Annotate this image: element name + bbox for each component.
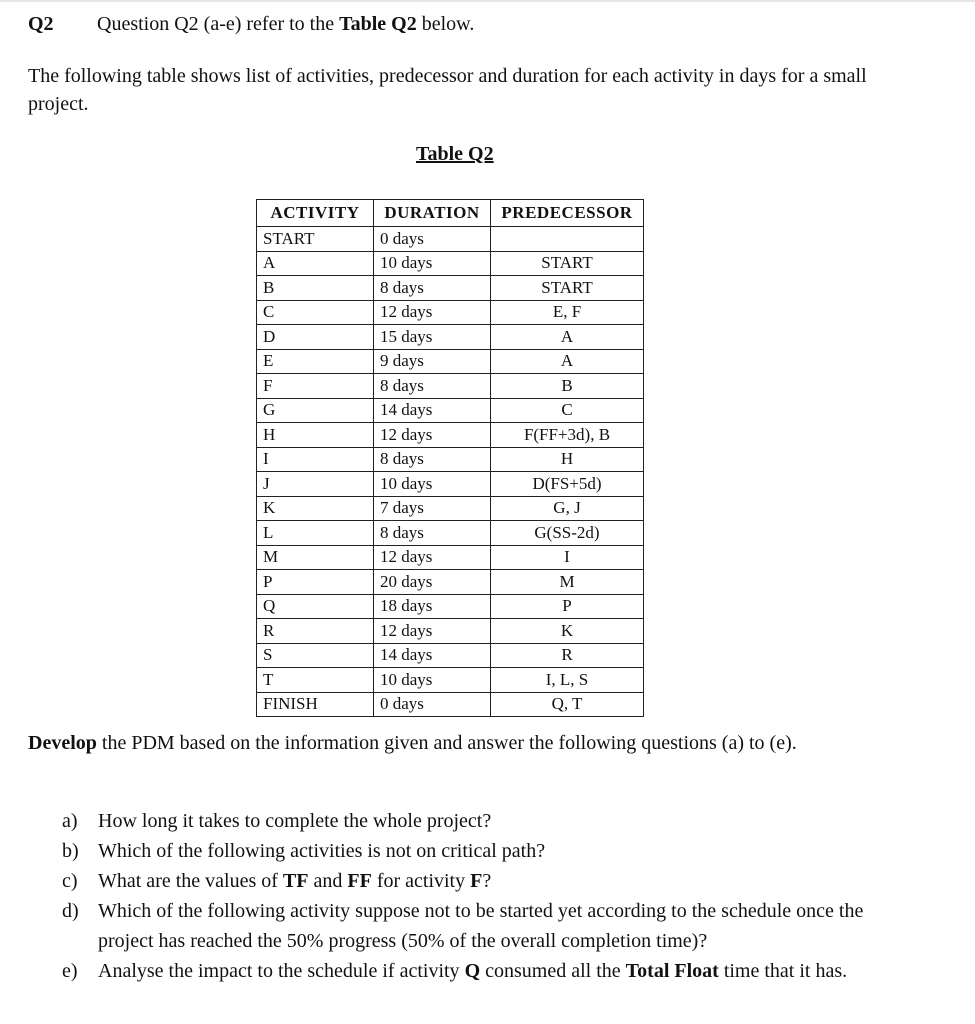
table-row (257, 668, 644, 693)
question-intro (97, 13, 474, 36)
question-text: for activity (371, 870, 471, 892)
intro-suffix: below. (416, 13, 475, 35)
cell-predecessor: C (491, 398, 644, 423)
table-header-row (257, 200, 644, 227)
table-row (257, 398, 644, 423)
develop-instruction (28, 728, 928, 758)
question-marker: d) (62, 900, 79, 922)
question-marker: e) (62, 960, 78, 982)
cell-predecessor: B (491, 374, 644, 399)
cell-duration: 0 days (374, 692, 491, 717)
table-row (257, 447, 644, 472)
table-row (257, 276, 644, 301)
cell-activity: C (257, 300, 374, 325)
cell-activity: F (257, 374, 374, 399)
cell-duration: 9 days (374, 349, 491, 374)
cell-duration: 12 days (374, 423, 491, 448)
table-row (257, 349, 644, 374)
table-row (257, 643, 644, 668)
table-row (257, 300, 644, 325)
cell-activity: A (257, 251, 374, 276)
cell-predecessor: P (491, 594, 644, 619)
question-text: ? (482, 870, 492, 892)
table-caption: Table Q2 (416, 143, 494, 165)
description-paragraph: The following table shows list of activities, predecessor and duration for each activity in days for a small project. (28, 65, 867, 115)
cell-activity: L (257, 521, 374, 546)
cell-activity: E (257, 349, 374, 374)
question-item (28, 956, 908, 986)
cell-duration: 12 days (374, 545, 491, 570)
table-row (257, 251, 644, 276)
question-list (28, 806, 908, 986)
cell-duration: 18 days (374, 594, 491, 619)
table-row (257, 692, 644, 717)
cell-activity: FINISH (257, 692, 374, 717)
cell-predecessor: H (491, 447, 644, 472)
question-number: Q2 (28, 13, 54, 35)
column-header-duration: DURATION (374, 200, 491, 227)
cell-predecessor: R (491, 643, 644, 668)
cell-predecessor: G(SS-2d) (491, 521, 644, 546)
cell-activity: R (257, 619, 374, 644)
activity-table (256, 199, 644, 717)
cell-duration: 8 days (374, 374, 491, 399)
cell-duration: 20 days (374, 570, 491, 595)
table-row (257, 374, 644, 399)
cell-duration: 14 days (374, 643, 491, 668)
table-row (257, 423, 644, 448)
cell-duration: 8 days (374, 447, 491, 472)
table-row (257, 570, 644, 595)
question-text: time that it has. (718, 960, 848, 982)
cell-duration: 10 days (374, 251, 491, 276)
cell-predecessor: K (491, 619, 644, 644)
question-text: What are the values of (98, 870, 283, 892)
table-row (257, 496, 644, 521)
question-text: and (308, 870, 348, 892)
cell-duration: 14 days (374, 398, 491, 423)
cell-activity: S (257, 643, 374, 668)
table-row (257, 545, 644, 570)
cell-activity: H (257, 423, 374, 448)
question-text-bold: Q (464, 960, 481, 982)
cell-duration: 12 days (374, 619, 491, 644)
question-marker: a) (62, 810, 78, 832)
question-marker: c) (62, 870, 78, 892)
table-row (257, 521, 644, 546)
develop-rest: the PDM based on the information given and answer the following questions (a) to (e). (96, 732, 797, 754)
top-divider (0, 0, 975, 2)
cell-duration: 10 days (374, 472, 491, 497)
column-header-predecessor: PREDECESSOR (491, 200, 644, 227)
cell-predecessor (491, 227, 644, 252)
cell-predecessor: START (491, 251, 644, 276)
question-text: consumed all the (480, 960, 626, 982)
question-text-bold: TF (282, 870, 309, 892)
cell-duration: 12 days (374, 300, 491, 325)
table-row (257, 619, 644, 644)
question-text: How long it takes to complete the whole project? (98, 810, 492, 832)
table-row (257, 227, 644, 252)
cell-activity: G (257, 398, 374, 423)
cell-duration: 15 days (374, 325, 491, 350)
cell-predecessor: G, J (491, 496, 644, 521)
cell-duration: 0 days (374, 227, 491, 252)
cell-duration: 10 days (374, 668, 491, 693)
cell-duration: 8 days (374, 521, 491, 546)
develop-bold: Develop (28, 732, 97, 754)
cell-activity: D (257, 325, 374, 350)
cell-predecessor: D(FS+5d) (491, 472, 644, 497)
question-item (28, 866, 908, 896)
table-row (257, 594, 644, 619)
table-body (257, 227, 644, 717)
table-row (257, 325, 644, 350)
question-text-bold: FF (347, 870, 372, 892)
cell-predecessor: I, L, S (491, 668, 644, 693)
cell-activity: START (257, 227, 374, 252)
question-item (28, 806, 908, 836)
question-text-bold: F (470, 870, 483, 892)
cell-activity: T (257, 668, 374, 693)
cell-activity: P (257, 570, 374, 595)
cell-predecessor: START (491, 276, 644, 301)
question-item (28, 836, 908, 866)
cell-predecessor: F(FF+3d), B (491, 423, 644, 448)
question-text: Analyse the impact to the schedule if activity (98, 960, 465, 982)
cell-activity: Q (257, 594, 374, 619)
cell-duration: 7 days (374, 496, 491, 521)
cell-activity: K (257, 496, 374, 521)
cell-predecessor: A (491, 349, 644, 374)
question-text: Which of the following activity suppose not to be started yet according to the schedule once the project has reached the 50% progress (50% of the overall completion time)? (98, 900, 864, 952)
cell-activity: B (257, 276, 374, 301)
cell-activity: M (257, 545, 374, 570)
question-text-bold: Total Float (625, 960, 719, 982)
cell-predecessor: I (491, 545, 644, 570)
column-header-activity: ACTIVITY (257, 200, 374, 227)
intro-table-ref: Table Q2 (339, 13, 417, 35)
question-item (28, 896, 908, 956)
cell-activity: J (257, 472, 374, 497)
cell-predecessor: M (491, 570, 644, 595)
table-row (257, 472, 644, 497)
cell-activity: I (257, 447, 374, 472)
cell-duration: 8 days (374, 276, 491, 301)
cell-predecessor: A (491, 325, 644, 350)
cell-predecessor: Q, T (491, 692, 644, 717)
cell-predecessor: E, F (491, 300, 644, 325)
intro-prefix: Question Q2 (a-e) refer to the (97, 13, 340, 35)
question-marker: b) (62, 840, 79, 862)
question-text: Which of the following activities is not on critical path? (98, 840, 546, 862)
